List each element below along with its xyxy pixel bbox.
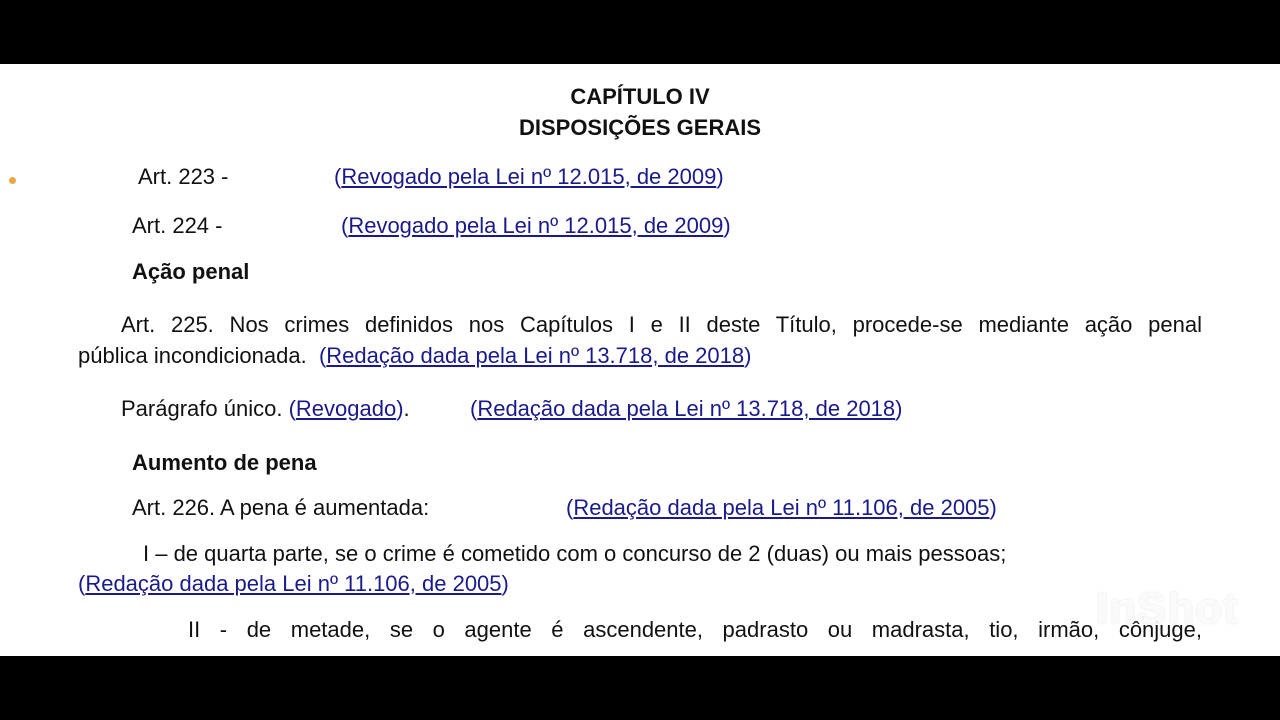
art224-label: Art. 224 - [132, 213, 223, 238]
art225-link[interactable]: Redação dada pela Lei nº 13.718, de 2018 [326, 343, 745, 368]
art223-label: Art. 223 - [138, 164, 229, 189]
heading-acao-penal: Ação penal [132, 259, 250, 284]
document-page [0, 64, 1280, 656]
inciso1-link[interactable]: Redação dada pela Lei nº 11.106, de 2005 [85, 571, 502, 596]
paragrafo-reference: (Redação dada pela Lei nº 13.718, de 2018) [470, 396, 903, 421]
art224-link[interactable]: Revogado pela Lei nº 12.015, de 2009 [348, 213, 724, 238]
art226-link[interactable]: Redação dada pela Lei nº 11.106, de 2005 [573, 495, 990, 520]
bullet-dot-icon [9, 177, 16, 184]
chapter-subtitle: DISPOSIÇÕES GERAIS [518, 115, 762, 140]
paragrafo-revogado-link[interactable]: Revogado [295, 396, 397, 421]
art224-reference: (Revogado pela Lei nº 12.015, de 2009) [341, 213, 731, 238]
video-letterbox-bottom [0, 656, 1280, 720]
video-letterbox-top [0, 0, 1280, 64]
art225-line2: pública incondicionada. (Redação dada pela Lei nº 13.718, de 2018) [78, 343, 752, 368]
paragrafo-unico: Parágrafo único. (Revogado). [121, 396, 410, 421]
inciso2-text: II - de metade, se o agente é ascendente, padrasto ou madrasta, tio, irmão, cônjuge, [188, 617, 1202, 642]
art225-text-end: pública incondicionada. [78, 343, 307, 368]
inciso1-reference: (Redação dada pela Lei nº 11.106, de 2005) [78, 571, 509, 596]
art223-reference: (Revogado pela Lei nº 12.015, de 2009) [334, 164, 724, 189]
heading-aumento-pena: Aumento de pena [132, 450, 317, 475]
paragrafo-redacao-link[interactable]: Redação dada pela Lei nº 13.718, de 2018 [477, 396, 896, 421]
paragrafo-label: Parágrafo único. [121, 396, 283, 421]
art226-label: Art. 226. A pena é aumentada: [132, 495, 430, 520]
chapter-title: CAPÍTULO IV [570, 84, 710, 109]
inshot-watermark: InShot [1096, 584, 1239, 633]
inciso1-text: I – de quarta parte, se o crime é cometido com o concurso de 2 (duas) ou mais pessoas; [143, 541, 1007, 566]
art225-line1: Art. 225. Nos crimes definidos nos Capítulos I e II deste Título, procede-se mediante ação penal [121, 312, 1202, 337]
art223-link[interactable]: Revogado pela Lei nº 12.015, de 2009 [341, 164, 717, 189]
art226-reference: (Redação dada pela Lei nº 11.106, de 2005) [566, 495, 997, 520]
